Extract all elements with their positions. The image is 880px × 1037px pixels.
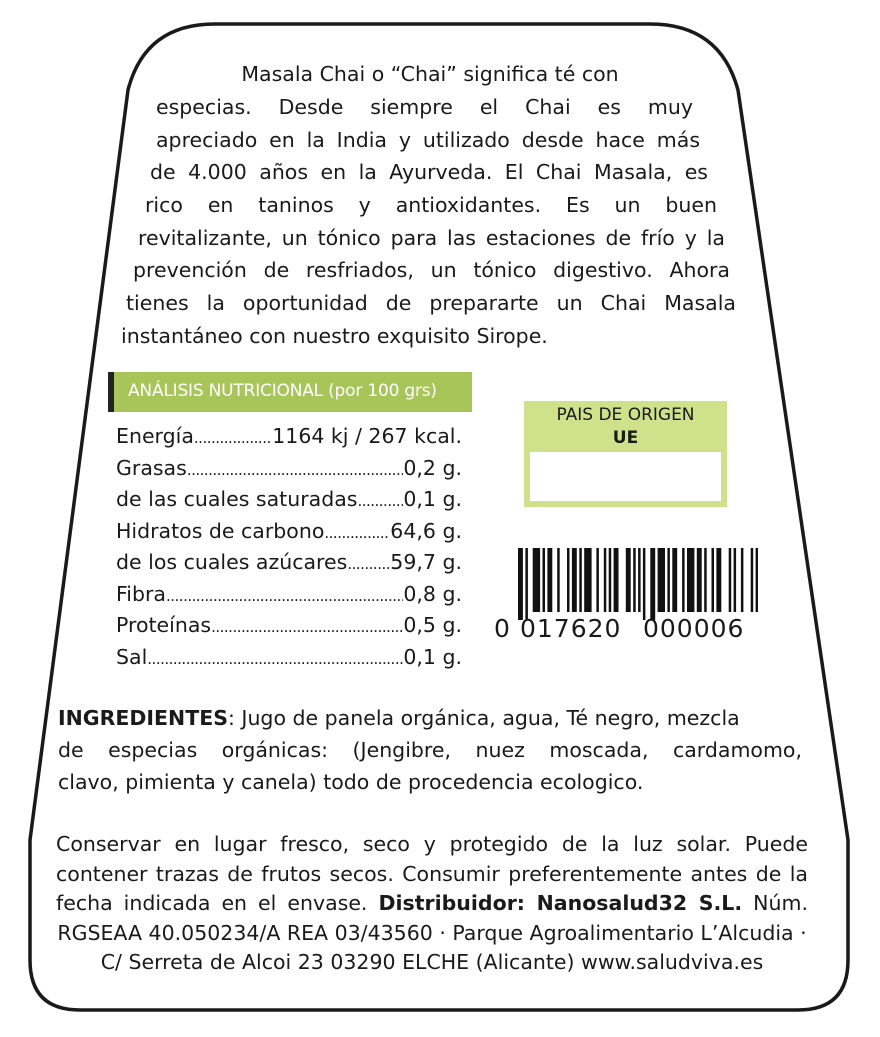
- nutrient-value: 1164 kj / 267 kcal.: [272, 424, 462, 448]
- barcode-bar: [650, 548, 655, 620]
- barcode-bar: [533, 548, 540, 612]
- barcode-bar: [658, 548, 665, 612]
- barcode-bar: [756, 548, 758, 612]
- nutrition-row: [116, 582, 462, 614]
- storage-text: Núm.: [753, 891, 808, 915]
- barcode: [488, 540, 758, 620]
- origin-blank-field: [530, 452, 721, 501]
- nutrition-row: [116, 519, 462, 551]
- leader-dots: [166, 587, 403, 605]
- nutrition-row: [116, 487, 462, 519]
- barcode-bar: [687, 548, 694, 612]
- nutrient-value: 0,1 g.: [403, 645, 462, 669]
- barcode-bar: [704, 548, 707, 612]
- barcode-bar: [614, 548, 619, 612]
- barcode-bar: [741, 548, 744, 612]
- nutrition-heading-text: ANÁLISIS NUTRICIONAL (por 100 grs): [128, 381, 437, 401]
- barcode-bar: [567, 548, 570, 612]
- barcode-digits-left: 017620: [520, 614, 622, 643]
- nutrition-row: [116, 613, 462, 645]
- nutrient-name: Hidratos de carbono: [116, 519, 325, 543]
- intro-line: tienes la oportunidad de prepararte un Chai Masala: [126, 291, 736, 315]
- nutrient-value: 64,6 g.: [390, 519, 462, 543]
- intro-line: Masala Chai o “Chai” significa té con: [241, 62, 619, 86]
- storage-line: Conservar en lugar fresco, seco y protegido de la luz solar. Puede: [56, 832, 808, 856]
- nutrition-row: [116, 645, 462, 677]
- intro-line: instantáneo con nuestro exquisito Sirope.: [121, 324, 548, 348]
- barcode-bar: [682, 548, 685, 612]
- ingredients-line: de especias orgánicas: (Jengibre, nuez moscada, cardamomo,: [58, 738, 802, 762]
- leader-dots: [211, 618, 403, 636]
- leader-dots: [324, 524, 390, 542]
- barcode-bar: [667, 548, 670, 612]
- leader-dots: [194, 429, 272, 447]
- nutrient-name: Energía: [116, 424, 194, 448]
- ingredients-line: [58, 702, 806, 734]
- nutrient-name: Fibra: [116, 582, 166, 606]
- origin-value: UE: [612, 428, 639, 448]
- barcode-bar: [716, 548, 721, 612]
- ingredients-label: INGREDIENTES: [58, 706, 228, 730]
- storage-line: RGSEAA 40.050234/A REA 03/43560 · Parque Agroalimentario L’Alcudia ·: [57, 920, 807, 945]
- barcode-bar: [609, 548, 612, 612]
- nutrient-value: 59,7 g.: [390, 550, 462, 574]
- barcode-bar: [626, 548, 631, 612]
- nutrient-name: Proteínas: [116, 613, 212, 637]
- storage-line: C/ Serreta de Alcoi 23 03290 ELCHE (Alicante) www.saludviva.es: [100, 950, 764, 974]
- storage-line: [56, 889, 808, 919]
- nutrition-row: [116, 456, 462, 488]
- barcode-bar: [584, 548, 591, 612]
- barcode-bar: [525, 548, 528, 620]
- barcode-digits-right: 000006: [643, 614, 745, 643]
- origin-title: PAIS DE ORIGEN: [556, 405, 695, 425]
- barcode-bar: [729, 548, 732, 612]
- nutrient-name: Grasas: [116, 456, 187, 480]
- nutrition-heading: [108, 372, 472, 412]
- intro-line: apreciado en la India y utilizado desde hace más: [156, 128, 700, 152]
- barcode-bar: [672, 548, 677, 612]
- nutrient-name: Sal: [116, 645, 148, 669]
- barcode-bar: [643, 548, 646, 620]
- storage-line: contener trazas de frutos secos. Consumir preferentemente antes de la: [56, 861, 808, 886]
- barcode-bar: [557, 548, 560, 612]
- barcode-bar: [697, 548, 702, 612]
- ingredients-paragraph: [58, 702, 806, 798]
- barcode-bar: [518, 548, 523, 620]
- nutrient-name: de las cuales saturadas: [116, 487, 358, 511]
- nutrient-name: de los cuales azúcares: [116, 550, 348, 574]
- intro-line: rico en taninos y antioxidantes. Es un buen: [145, 193, 717, 217]
- distributor-name: Distribuidor: Nanosalud32 S.L.: [378, 891, 743, 915]
- intro-line: especias. Desde siempre el Chai es muy: [156, 95, 693, 119]
- intro-line: de 4.000 años en la Ayurveda. El Chai Masala, es: [150, 160, 708, 184]
- storage-text: fecha indicada en el envase.: [56, 891, 368, 915]
- ingredients-text: : Jugo de panela orgánica, agua, Té negro, mezcla: [227, 706, 740, 730]
- origin-box: [524, 401, 727, 507]
- barcode-bar: [751, 548, 754, 612]
- leader-dots: [357, 492, 403, 510]
- barcode-bar: [543, 548, 546, 612]
- barcode-bar: [547, 548, 552, 612]
- intro-line: prevención de resfriados, un tónico digestivo. Ahora: [133, 258, 730, 282]
- barcode-bar: [596, 548, 599, 612]
- leader-dots: [347, 555, 390, 573]
- nutrition-row: [116, 550, 462, 582]
- nutrition-row: [116, 424, 462, 456]
- storage-paragraph: [56, 830, 808, 978]
- barcode-bar: [638, 548, 641, 612]
- ingredients-line: clavo, pimienta y canela) todo de procedencia ecologico.: [58, 770, 644, 794]
- barcode-bar: [712, 548, 715, 612]
- barcode-bar: [633, 548, 636, 612]
- barcode-digit-lead: 0: [494, 614, 511, 643]
- nutrient-value: 0,8 g.: [403, 582, 462, 606]
- nutrient-value: 0,2 g.: [403, 456, 462, 480]
- leader-dots: [187, 461, 404, 479]
- barcode-bar: [572, 548, 577, 612]
- nutrient-value: 0,5 g.: [403, 613, 462, 637]
- nutrient-value: 0,1 g.: [403, 487, 462, 511]
- leader-dots: [147, 650, 403, 668]
- barcode-bar: [604, 548, 607, 612]
- barcode-bar: [579, 548, 582, 612]
- barcode-bar: [734, 548, 737, 612]
- intro-line: revitalizante, un tónico para las estaciones de frío y la: [138, 226, 725, 250]
